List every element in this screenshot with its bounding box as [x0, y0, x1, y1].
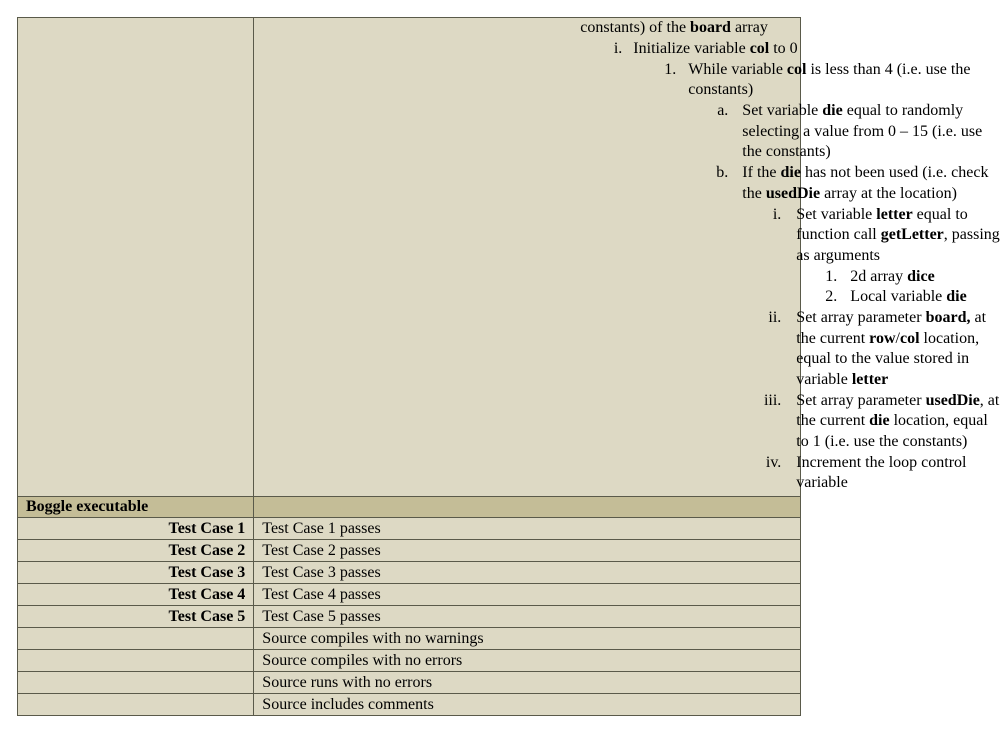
outline-line: If the die has not been used (i.e. check [742, 164, 989, 181]
table-row [18, 584, 801, 606]
criterion-name: Test Case 4 [18, 584, 254, 606]
outline-marker: ii. [768, 309, 782, 326]
outline-line: the current die location, equal [796, 412, 988, 429]
outline-line: 2d array dice [850, 268, 935, 285]
outline-line: function call getLetter, passing [796, 226, 1000, 243]
outline-line: Set variable die equal to randomly [742, 102, 964, 119]
table-row [18, 562, 801, 584]
table-row [18, 628, 801, 650]
outline-line: constants) [688, 81, 754, 98]
criterion-name [18, 650, 254, 672]
pseudocode-row [18, 18, 801, 497]
outline-line: Local variable die [850, 288, 967, 305]
outline-line: as arguments [796, 247, 880, 264]
criterion-result: Source compiles with no warnings [254, 628, 801, 650]
outline-marker: 1. [825, 268, 838, 285]
outline-line: selecting a value from 0 – 15 (i.e. use [742, 123, 983, 140]
section-header-row [18, 497, 801, 518]
outline-marker: b. [716, 164, 729, 181]
criterion-name [18, 672, 254, 694]
table-row [18, 540, 801, 562]
criterion-name [18, 694, 254, 716]
outline-marker: 1. [664, 61, 677, 78]
table-row [18, 606, 801, 628]
criterion-name [18, 628, 254, 650]
outline-marker: a. [717, 102, 729, 119]
outline-line: the current row/col location, [796, 330, 980, 347]
criterion-name: Test Case 2 [18, 540, 254, 562]
criterion-result: Test Case 2 passes [254, 540, 801, 562]
criterion-result: Test Case 1 passes [254, 518, 801, 540]
outline-marker: i. [772, 206, 782, 223]
table-row [18, 672, 801, 694]
section-label: Boggle executable [18, 497, 254, 518]
criterion-name: Test Case 5 [18, 606, 254, 628]
outline-marker: iii. [763, 392, 782, 409]
outline-line: the usedDie array at the location) [742, 185, 957, 202]
outline-line: Set variable letter equal to [796, 206, 968, 223]
table-row [18, 650, 801, 672]
outline-line: Increment the loop control [796, 454, 967, 471]
criterion-result: Source runs with no errors [254, 672, 801, 694]
outline-line: Initialize variable col to 0 [633, 40, 798, 57]
outline-line: While variable col is less than 4 (i.e. use the [688, 61, 971, 78]
table-row [18, 518, 801, 540]
outline-line: to 1 (i.e. use the constants) [796, 433, 968, 450]
pseudocode-cell [254, 18, 1000, 497]
criterion-result: Source includes comments [254, 694, 801, 716]
outline-marker: i. [613, 40, 623, 57]
criterion-result: Test Case 4 passes [254, 584, 801, 606]
criterion-result: Source compiles with no errors [254, 650, 801, 672]
outline-line: Set array parameter usedDie, at [796, 392, 1000, 409]
outline-marker: 2. [825, 288, 838, 305]
outline-line: variable [796, 474, 848, 491]
outline-marker: iv. [765, 454, 782, 471]
section-value [254, 497, 801, 518]
pseudocode-label-cell [18, 18, 254, 497]
outline-line: equal to the value stored in [796, 350, 970, 367]
criterion-name: Test Case 1 [18, 518, 254, 540]
rubric-table [17, 17, 1000, 716]
table-row [18, 694, 801, 716]
outline-line: constants) of the board array [580, 19, 768, 36]
criterion-result: Test Case 3 passes [254, 562, 801, 584]
outline-line: Set array parameter board, at [796, 309, 987, 326]
outline-line: the constants) [742, 143, 831, 160]
criterion-result: Test Case 5 passes [254, 606, 801, 628]
outline-line: variable letter [796, 371, 889, 388]
criterion-name: Test Case 3 [18, 562, 254, 584]
